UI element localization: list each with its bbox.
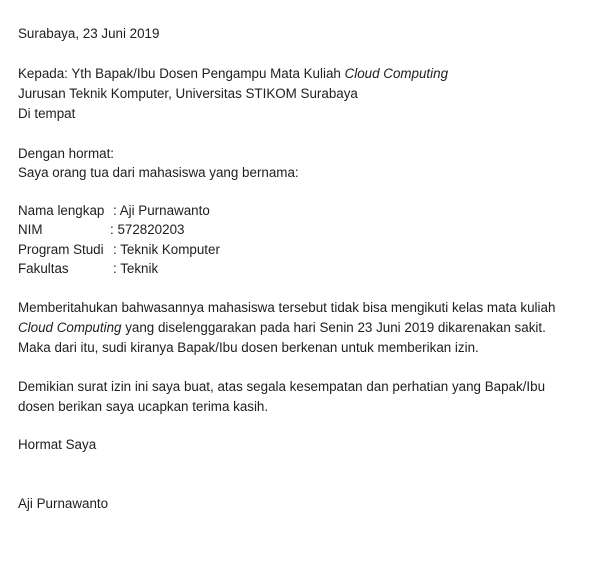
- body2-line-2: dosen berikan saya ucapkan terima kasih.: [18, 399, 269, 414]
- field-value-name: : Aji Purnawanto: [113, 203, 210, 218]
- body1-line-2: [18, 320, 546, 336]
- intro-text: Saya orang tua dari mahasiswa yang bernama:: [18, 165, 299, 180]
- recipient-line-3: Di tempat: [18, 106, 76, 121]
- field-label-program: Program Studi: [18, 242, 104, 257]
- field-label-faculty: Fakultas: [18, 261, 69, 276]
- signature-name: Aji Purnawanto: [18, 496, 109, 511]
- field-value-program: : Teknik Komputer: [113, 242, 220, 257]
- recipient-line-2: Jurusan Teknik Komputer, Universitas STIKOM Surabaya: [18, 86, 358, 101]
- field-label-nim: NIM: [18, 222, 43, 237]
- greeting: Dengan hormat:: [18, 146, 115, 161]
- body2-line-1: Demikian surat izin ini saya buat, atas segala kesempatan dan perhatian yang Bapak/Ibu: [18, 379, 546, 394]
- field-value-faculty: : Teknik: [113, 261, 159, 276]
- field-value-nim: : 572820203: [110, 222, 185, 237]
- recipient-prefix: Kepada: Yth Bapak/Ibu Dosen Pengampu Mata Kuliah: [18, 66, 345, 81]
- closing: Hormat Saya: [18, 437, 97, 452]
- body1-line-2-rest: yang diselenggarakan pada hari Senin 23 Juni 2019 dikarenakan sakit.: [121, 320, 546, 335]
- body1-line-1: Memberitahukan bahwasannya mahasiswa tersebut tidak bisa mengikuti kelas mata kuliah: [18, 300, 556, 315]
- body1-course: Cloud Computing: [18, 320, 122, 335]
- place-date: Surabaya, 23 Juni 2019: [18, 26, 160, 41]
- recipient-line-1: [18, 66, 448, 82]
- body1-line-3: Maka dari itu, sudi kiranya Bapak/Ibu dosen berkenan untuk memberikan izin.: [18, 340, 479, 355]
- field-label-name: Nama lengkap: [18, 203, 105, 218]
- recipient-course: Cloud Computing: [344, 66, 449, 81]
